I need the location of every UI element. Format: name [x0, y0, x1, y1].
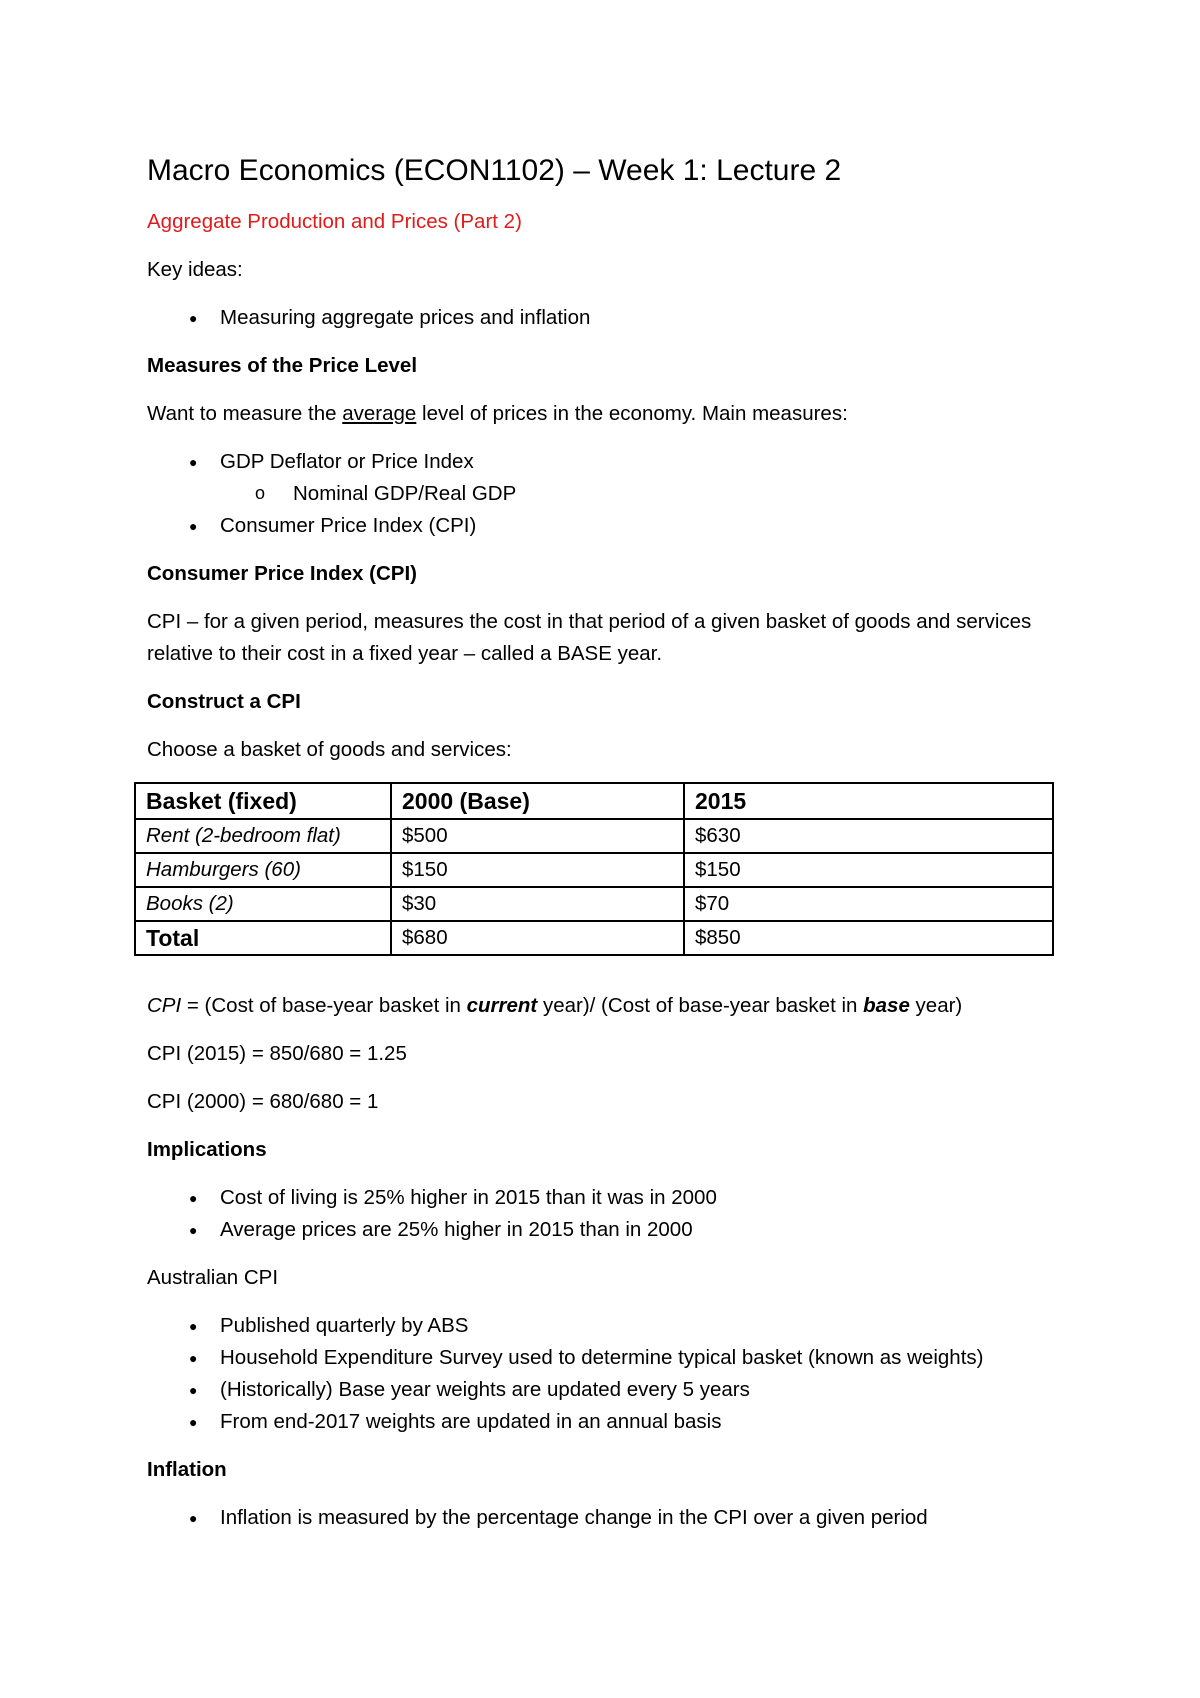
bullet-icon: ● [189, 1318, 198, 1334]
bullet-icon: ● [189, 310, 198, 326]
list-item [147, 1342, 1067, 1374]
list-item [147, 1502, 1067, 1534]
bullet-icon: ● [189, 1222, 198, 1238]
bullet-icon: ● [189, 1510, 198, 1526]
sub-list [220, 478, 1067, 510]
sub-list-item [147, 478, 1067, 510]
formula-text: year)/ (Cost of base-year basket in [537, 994, 864, 1017]
implications-heading: Implications [147, 1138, 267, 1161]
cpi-2015-calc: CPI (2015) = 850/680 = 1.25 [147, 1042, 407, 1065]
table-cell: Hamburgers (60) [135, 853, 391, 887]
table-row [135, 853, 1053, 887]
table-header-cell: 2000 (Base) [391, 783, 684, 819]
cpi-heading: Consumer Price Index (CPI) [147, 562, 417, 585]
construct-intro: Choose a basket of goods and services: [147, 738, 512, 761]
document-page [147, 150, 1067, 1550]
list-item-text: Cost of living is 25% higher in 2015 than it was in 2000 [220, 1186, 717, 1209]
formula-text: = (Cost of base-year basket in [181, 994, 467, 1017]
formula-emphasis: current [466, 994, 538, 1017]
implications-list [147, 1182, 1067, 1246]
bullet-icon: ● [189, 1190, 198, 1206]
table-row [135, 819, 1053, 853]
formula-text: year) [909, 994, 963, 1017]
price-level-heading: Measures of the Price Level [147, 354, 418, 377]
formula-emphasis: base [863, 994, 910, 1017]
price-level-intro [147, 398, 1067, 430]
table-cell: $850 [684, 921, 1053, 955]
bullet-icon: ● [189, 1382, 198, 1398]
australian-cpi-heading: Australian CPI [147, 1266, 279, 1289]
table-header-row [135, 783, 1053, 819]
cpi-definition: CPI – for a given period, measures the cost in that period of a given basket of goods and services relative to their cost in a fixed year – called a BASE year. [147, 610, 1032, 665]
list-item-text: Measuring aggregate prices and inflation [220, 306, 591, 329]
key-ideas-label: Key ideas: [147, 258, 243, 281]
sub-list-item-text: Nominal GDP/Real GDP [293, 482, 517, 505]
list-item [147, 302, 1067, 334]
australian-cpi-list [147, 1310, 1067, 1438]
table-cell: $70 [684, 887, 1053, 921]
list-item-text: Inflation is measured by the percentage change in the CPI over a given period [220, 1506, 928, 1529]
formula-text: CPI [147, 994, 182, 1017]
list-item-text: Published quarterly by ABS [220, 1314, 469, 1337]
table-cell: $150 [684, 853, 1053, 887]
bullet-icon: ● [189, 518, 198, 534]
table-total-row [135, 921, 1053, 955]
circle-bullet-icon: o [255, 483, 266, 503]
list-item-text: Household Expenditure Survey used to determine typical basket (known as weights) [220, 1346, 984, 1369]
intro-text: level of prices in the economy. Main measures: [416, 402, 848, 425]
list-item [147, 1374, 1067, 1406]
bullet-icon: ● [189, 1414, 198, 1430]
list-item-text: Consumer Price Index (CPI) [220, 514, 477, 537]
table-row [135, 887, 1053, 921]
list-item [147, 1214, 1067, 1246]
intro-underlined-text: average [342, 402, 417, 425]
bullet-icon: ● [189, 454, 198, 470]
table-cell: Rent (2-bedroom flat) [135, 819, 391, 853]
inflation-list [147, 1502, 1067, 1534]
list-item [147, 446, 1067, 510]
list-item [147, 1406, 1067, 1438]
list-item-text: GDP Deflator or Price Index [220, 450, 474, 473]
intro-text: Want to measure the [147, 402, 343, 425]
inflation-heading: Inflation [147, 1458, 227, 1481]
key-ideas-list [147, 302, 1067, 334]
list-item-text: Average prices are 25% higher in 2015 than in 2000 [220, 1218, 693, 1241]
table-cell: $680 [391, 921, 684, 955]
table-cell: Books (2) [135, 887, 391, 921]
table-cell: Total [135, 921, 391, 955]
table-cell: $30 [391, 887, 684, 921]
table-header-cell: Basket (fixed) [135, 783, 391, 819]
table-cell: $150 [391, 853, 684, 887]
cpi-2000-calc: CPI (2000) = 680/680 = 1 [147, 1090, 379, 1113]
bullet-icon: ● [189, 1350, 198, 1366]
table-header-cell: 2015 [684, 783, 1053, 819]
list-item [147, 1310, 1067, 1342]
page-title: Macro Economics (ECON1102) – Week 1: Lecture 2 [147, 154, 842, 187]
construct-heading: Construct a CPI [147, 690, 301, 713]
list-item [147, 510, 1067, 542]
price-measures-list [147, 446, 1067, 542]
cpi-formula [147, 990, 1067, 1022]
table-cell: $630 [684, 819, 1053, 853]
list-item-text: From end-2017 weights are updated in an annual basis [220, 1410, 722, 1433]
list-item-text: (Historically) Base year weights are updated every 5 years [220, 1378, 750, 1401]
list-item [147, 1182, 1067, 1214]
basket-table [134, 782, 1054, 956]
section-subtitle: Aggregate Production and Prices (Part 2) [147, 210, 522, 233]
table-cell: $500 [391, 819, 684, 853]
